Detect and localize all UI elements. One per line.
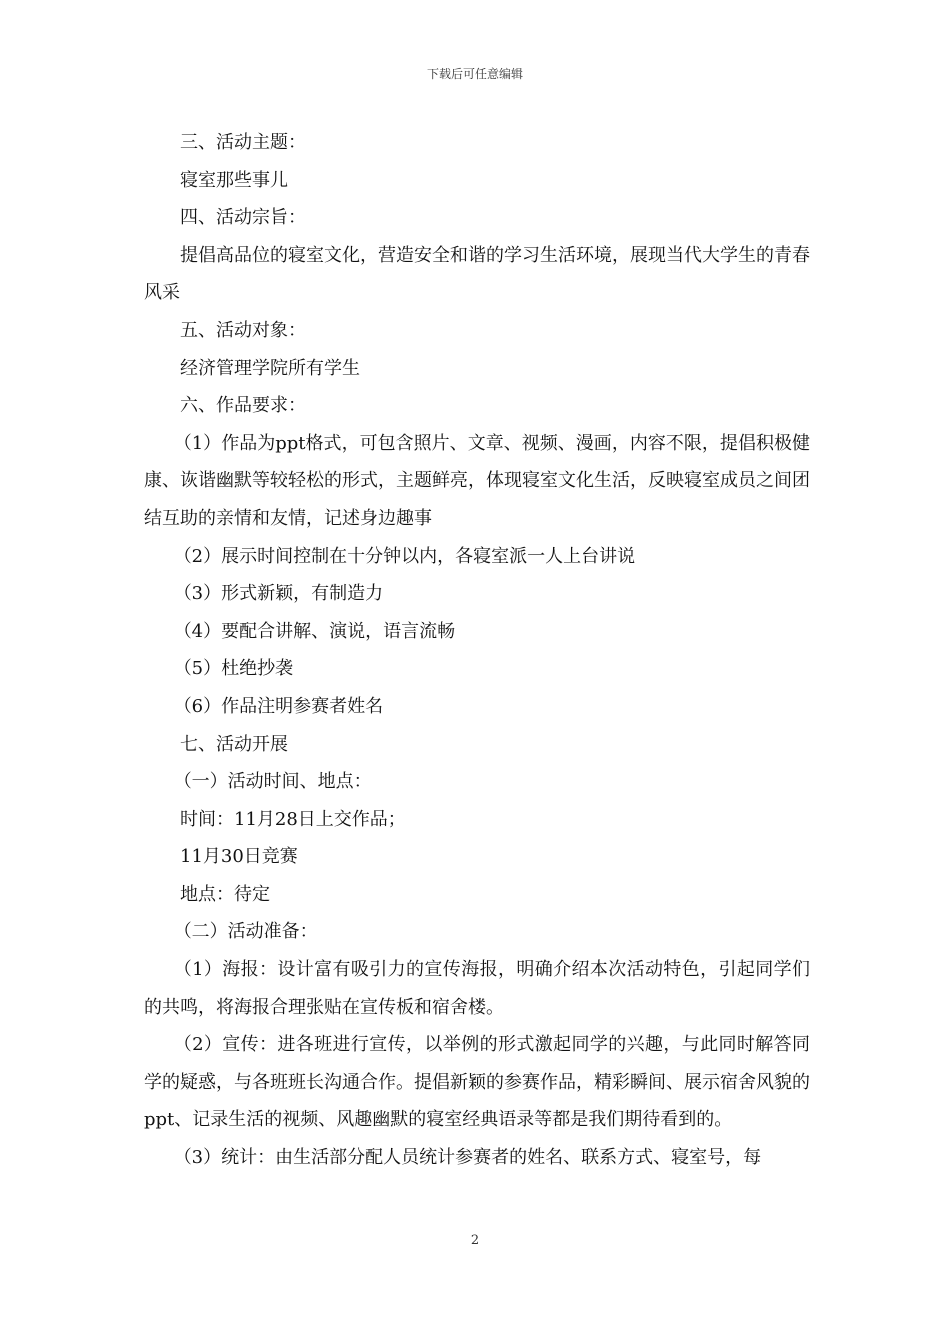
preparation-item-publicity: （2）宣传：进各班进行宣传，以举例的形式激起同学的兴趣，与此同时解答同学的疑惑，与各班班长沟通合作。提倡新颖的参赛作品，精彩瞬间、展示宿舍风貌的ppt、记录生活的视频、风趣幽默的寝室经典语录等都是我们期待看到的。 [144, 1034, 810, 1131]
paragraph-audience: 经济管理学院所有学生 [180, 357, 360, 379]
paragraph-place: 地点：待定 [180, 883, 270, 905]
paragraph-competition-date: 11月30日竞赛 [180, 846, 298, 868]
requirement-item-2: （2）展示时间控制在十分钟以内，各寝室派一人上台讲说 [173, 545, 636, 567]
requirement-item-4: （4）要配合讲解、演说，语言流畅 [173, 620, 456, 642]
paragraph-purpose: 提倡高品位的寝室文化，营造安全和谐的学习生活环境，展现当代大学生的青春风采 [144, 244, 810, 304]
requirement-item-1: （1）作品为ppt格式，可包含照片、文章、视频、漫画，内容不限，提倡积极健康、诙谐幽默等较轻松的形式，主题鲜亮，体现寝室文化生活，反映寝室成员之间团结互助的亲情和友情，记述身边趣事 [144, 432, 810, 529]
preparation-item-statistics: （3）统计：由生活部分配人员统计参赛者的姓名、联系方式、寝室号，每 [173, 1147, 762, 1169]
section-heading-activity: 七、活动开展 [180, 733, 288, 755]
requirement-item-6: （6）作品注明参赛者姓名 [173, 695, 384, 717]
section-heading-theme: 三、活动主题： [180, 132, 306, 153]
paragraph-theme: 寝室那些事儿 [180, 169, 288, 191]
document-body [144, 124, 810, 1177]
page-header: 下载后可任意编辑 [426, 67, 523, 81]
section-heading-audience: 五、活动对象： [180, 319, 306, 341]
section-heading-requirements: 六、作品要求： [180, 395, 306, 417]
preparation-item-poster: （1）海报：设计富有吸引力的宣传海报，明确介绍本次活动特色，引起同学们的共鸣，将海报合理张贴在宣传板和宿舍楼。 [144, 959, 810, 1018]
requirement-item-5: （5）杜绝抄袭 [173, 658, 294, 680]
section-heading-purpose: 四、活动宗旨： [180, 207, 306, 229]
subsection-time-place: （一）活动时间、地点： [173, 771, 372, 793]
requirement-item-3: （3）形式新颖，有制造力 [173, 583, 384, 605]
paragraph-time: 时间：11月28日上交作品； [180, 808, 406, 830]
subsection-preparation: （二）活动准备： [173, 921, 318, 943]
page-number: 2 [470, 1233, 480, 1248]
